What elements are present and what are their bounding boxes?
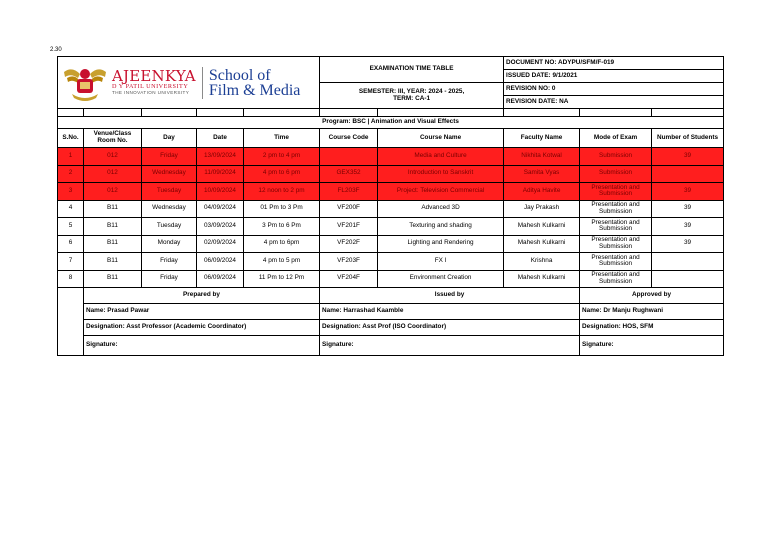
cell-date: 06/09/2024 xyxy=(197,270,244,288)
table-row xyxy=(58,165,724,183)
cell-room: B11 xyxy=(84,200,142,218)
cell-sno: 5 xyxy=(58,218,84,236)
cell-course-code xyxy=(320,148,378,166)
approved-by-heading: Approved by xyxy=(580,288,724,304)
cell-sno: 3 xyxy=(58,183,84,201)
cell-students xyxy=(652,253,724,271)
cell-date: 06/09/2024 xyxy=(197,253,244,271)
cell-course-name: Project: Television Commercial xyxy=(378,183,504,201)
cell-course-code: VF204F xyxy=(320,270,378,288)
col-header-date: Date xyxy=(197,129,244,148)
cell-day: Friday xyxy=(142,148,197,166)
approved-by-signature: Signature: xyxy=(580,336,724,356)
table-row xyxy=(58,218,724,236)
exam-timetable-title: EXAMINATION TIME TABLE xyxy=(320,57,504,83)
term-line: TERM: CA-1 xyxy=(393,94,430,102)
cell-course-name: Lighting and Rendering xyxy=(378,235,504,253)
university-crest-icon xyxy=(62,64,108,102)
timetable xyxy=(57,56,724,356)
prepared-by-signature: Signature: xyxy=(84,336,320,356)
spacer-cell xyxy=(197,109,244,117)
cell-time: 4 pm to 6pm xyxy=(244,235,320,253)
university-subtitle: D Y PATIL UNIVERSITY xyxy=(112,83,189,91)
cell-faculty: Samita Vyas xyxy=(504,165,580,183)
approved-by-name: Name: Dr Manju Rughwani xyxy=(580,304,724,320)
cell-faculty: Mahesh Kulkarni xyxy=(504,218,580,236)
logo-divider xyxy=(202,67,203,99)
col-header-course-name: Course Name xyxy=(378,129,504,148)
cell-mode: Presentation and Submission xyxy=(580,253,652,271)
cell-course-code: GEX352 xyxy=(320,165,378,183)
cell-course-name: Advanced 3D xyxy=(378,200,504,218)
cell-course-name: Media and Culture xyxy=(378,148,504,166)
cell-date: 03/09/2024 xyxy=(197,218,244,236)
table-row xyxy=(58,148,724,166)
cell-faculty: Mahesh Kulkarni xyxy=(504,235,580,253)
cell-faculty: Krishna xyxy=(504,253,580,271)
cell-time: 4 pm to 5 pm xyxy=(244,253,320,271)
cell-mode: Presentation and Submission xyxy=(580,235,652,253)
cell-room: B11 xyxy=(84,270,142,288)
cell-mode: Presentation and Submission xyxy=(580,183,652,201)
cell-students: 39 xyxy=(652,148,724,166)
cell-faculty: Mahesh Kulkarni xyxy=(504,270,580,288)
school-name-line1: School of xyxy=(208,66,271,84)
table-row xyxy=(58,270,724,288)
program-title: Program: BSC | Animation and Visual Effects xyxy=(58,117,724,129)
table-row xyxy=(58,235,724,253)
approved-by-designation: Designation: HOS, SFM xyxy=(580,320,724,336)
prepared-by-designation: Designation: Asst Professor (Academic Coordinator) xyxy=(84,320,320,336)
page-number: 2.30 xyxy=(50,47,62,53)
col-header-sno: S.No. xyxy=(58,129,84,148)
cell-room: B11 xyxy=(84,253,142,271)
col-header-course-code: Course Code xyxy=(320,129,378,148)
cell-day: Friday xyxy=(142,253,197,271)
cell-sno: 2 xyxy=(58,165,84,183)
cell-course-code: VF201F xyxy=(320,218,378,236)
cell-mode: Presentation and Submission xyxy=(580,218,652,236)
cell-mode: Presentation and Submission xyxy=(580,200,652,218)
university-name: AJEENKYA xyxy=(112,67,196,86)
cell-day: Friday xyxy=(142,270,197,288)
cell-time: 12 noon to 2 pm xyxy=(244,183,320,201)
cell-students: 39 xyxy=(652,200,724,218)
issued-date: ISSUED DATE: 9/1/2021 xyxy=(504,70,724,83)
spacer-cell xyxy=(320,109,378,117)
cell-course-name: FX I xyxy=(378,253,504,271)
cell-sno: 7 xyxy=(58,253,84,271)
prepared-by-heading: Prepared by xyxy=(84,288,320,304)
cell-course-code: VF202F xyxy=(320,235,378,253)
issued-by-signature: Signature: xyxy=(320,336,580,356)
table-row xyxy=(58,253,724,271)
cell-day: Tuesday xyxy=(142,183,197,201)
signature-left-margin xyxy=(58,288,84,356)
spacer-cell xyxy=(580,109,652,117)
col-header-students: Number of Students xyxy=(652,129,724,148)
spacer-cell xyxy=(142,109,197,117)
cell-time: 01 Pm to 3 Pm xyxy=(244,200,320,218)
cell-course-name: Introduction to Sanskrit xyxy=(378,165,504,183)
cell-sno: 8 xyxy=(58,270,84,288)
cell-students: 39 xyxy=(652,235,724,253)
cell-mode: Submission xyxy=(580,165,652,183)
cell-time: 4 pm to 6 pm xyxy=(244,165,320,183)
cell-time: 2 pm to 4 pm xyxy=(244,148,320,166)
semester-info xyxy=(320,83,504,109)
revision-date: REVISION DATE: NA xyxy=(504,96,724,109)
cell-room: 012 xyxy=(84,148,142,166)
spacer-cell xyxy=(652,109,724,117)
document-number: DOCUMENT NO: ADYPU/SFM/F-019 xyxy=(504,57,724,70)
cell-mode: Submission xyxy=(580,148,652,166)
cell-time: 3 Pm to 6 Pm xyxy=(244,218,320,236)
cell-date: 02/09/2024 xyxy=(197,235,244,253)
cell-students xyxy=(652,270,724,288)
university-tagline: THE INNOVATION UNIVERSITY xyxy=(112,89,190,95)
cell-day: Wednesday xyxy=(142,200,197,218)
cell-day: Wednesday xyxy=(142,165,197,183)
semester-line: SEMESTER: III, YEAR: 2024 - 2025, xyxy=(358,87,465,95)
cell-room: B11 xyxy=(84,235,142,253)
cell-time: 11 Pm to 12 Pm xyxy=(244,270,320,288)
logo-cell xyxy=(58,57,320,109)
spacer-cell xyxy=(84,109,142,117)
cell-mode: Presentation and Submission xyxy=(580,270,652,288)
cell-room: 012 xyxy=(84,165,142,183)
cell-day: Monday xyxy=(142,235,197,253)
spacer-cell xyxy=(58,109,84,117)
cell-sno: 1 xyxy=(58,148,84,166)
cell-date: 10/09/2024 xyxy=(197,183,244,201)
cell-course-code: VF200F xyxy=(320,200,378,218)
revision-number: REVISION NO: 0 xyxy=(504,83,724,96)
spacer-cell xyxy=(504,109,580,117)
school-name-line2: Film & Media xyxy=(208,81,301,99)
col-header-mode: Mode of Exam xyxy=(580,129,652,148)
col-header-room: Venue/Class Room No. xyxy=(84,129,142,148)
cell-students: 39 xyxy=(652,218,724,236)
cell-date: 04/09/2024 xyxy=(197,200,244,218)
col-header-faculty: Faculty Name xyxy=(504,129,580,148)
issued-by-heading: Issued by xyxy=(320,288,580,304)
cell-students: 39 xyxy=(652,183,724,201)
cell-course-code: FL203F xyxy=(320,183,378,201)
cell-day: Tuesday xyxy=(142,218,197,236)
prepared-by-name: Name: Prasad Pawar xyxy=(84,304,320,320)
table-row xyxy=(58,200,724,218)
cell-date: 11/09/2024 xyxy=(197,165,244,183)
cell-sno: 4 xyxy=(58,200,84,218)
cell-date: 13/09/2024 xyxy=(197,148,244,166)
cell-faculty: Nikhita Kotwal xyxy=(504,148,580,166)
cell-faculty: Jay Prakash xyxy=(504,200,580,218)
col-header-time: Time xyxy=(244,129,320,148)
spacer-cell xyxy=(244,109,320,117)
cell-room: B11 xyxy=(84,218,142,236)
cell-course-name: Environment Creation xyxy=(378,270,504,288)
table-row xyxy=(58,183,724,201)
issued-by-name: Name: Harrashad Kaamble xyxy=(320,304,580,320)
cell-sno: 6 xyxy=(58,235,84,253)
cell-room: 012 xyxy=(84,183,142,201)
col-header-day: Day xyxy=(142,129,197,148)
cell-faculty: Aditya Havite xyxy=(504,183,580,201)
cell-course-name: Texturing and shading xyxy=(378,218,504,236)
spacer-cell xyxy=(378,109,504,117)
cell-students xyxy=(652,165,724,183)
issued-by-designation: Designation: Asst Prof (ISO Coordinator) xyxy=(320,320,580,336)
cell-course-code: VF203F xyxy=(320,253,378,271)
